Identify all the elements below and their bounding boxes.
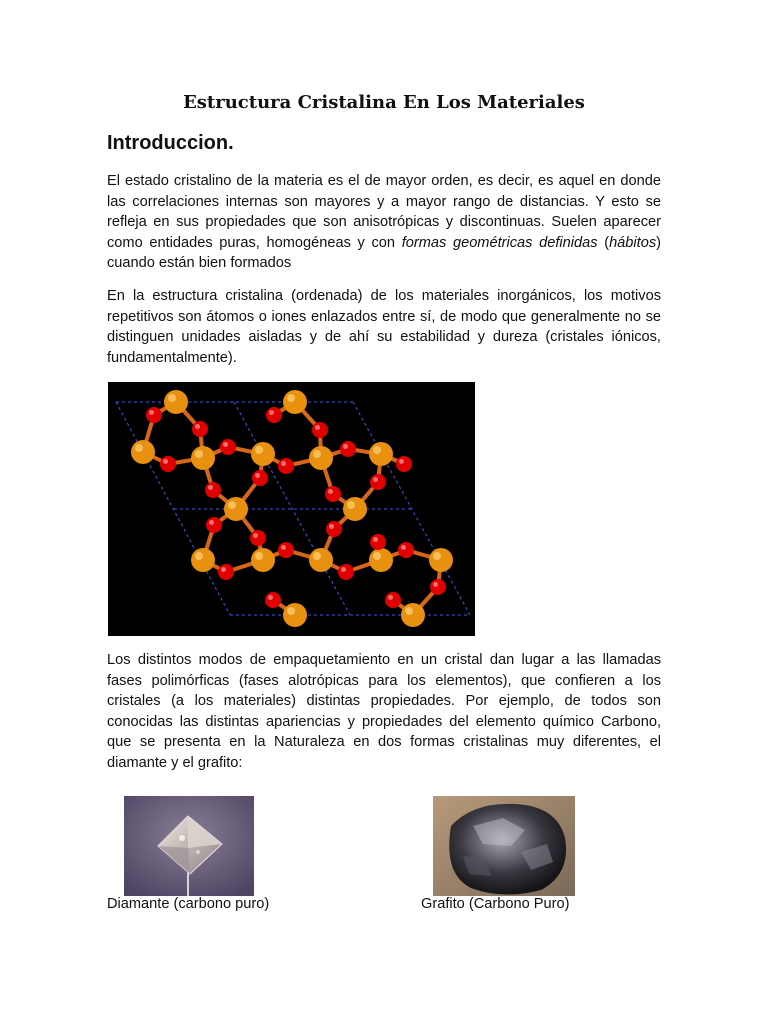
red-atom (160, 456, 176, 472)
red-atom (205, 482, 221, 498)
red-atom (278, 542, 294, 558)
atom-highlight (388, 595, 393, 600)
red-atom (326, 521, 342, 537)
atom-highlight (399, 459, 404, 464)
graphite-photo (433, 796, 575, 896)
atom-highlight (313, 450, 321, 458)
paragraph-intro-text-a: El estado cristalino de la materia es el de mayor orden, es decir, es aquel en donde las correlaciones internas son mayores y a mayor rango de distancias. Y esto se refleja en sus propiedades que son anisotrópicas y discontinuas. Suelen aparecer como entidades puras, homogéneas y con (107, 173, 661, 251)
orange-atom (251, 442, 275, 466)
red-atom (266, 407, 282, 423)
orange-atom (283, 390, 307, 414)
crystal-structure-image (108, 382, 475, 636)
paragraph-intro-text-c: ) cuando están bien formados (107, 234, 661, 271)
atom-highlight (269, 410, 274, 415)
atom-highlight (255, 473, 260, 478)
orange-atom (283, 603, 307, 627)
atom-highlight (255, 446, 263, 454)
atom-highlight (433, 552, 441, 560)
paragraph-intro-emphasis-2: hábitos (609, 234, 657, 251)
atom-highlight (209, 520, 214, 525)
red-atom (338, 564, 354, 580)
orange-atom (343, 497, 367, 521)
red-atom (192, 421, 208, 437)
atom-highlight (328, 489, 333, 494)
diamond-photo (124, 796, 254, 896)
atom-highlight (315, 425, 320, 430)
red-atom (206, 517, 222, 533)
red-atom (265, 592, 281, 608)
diamond-caption: Diamante (carbono puro) (107, 896, 270, 912)
paragraph-intro-text-b: ( (597, 234, 610, 251)
atom-highlight (287, 394, 295, 402)
orange-atom (191, 446, 215, 470)
orange-atom (309, 548, 333, 572)
red-atom (385, 592, 401, 608)
atom-highlight (223, 442, 228, 447)
red-atom (278, 458, 294, 474)
orange-atom (164, 390, 188, 414)
atom-highlight (163, 459, 168, 464)
atom-highlight (373, 552, 381, 560)
red-atom (220, 439, 236, 455)
atom-highlight (255, 552, 263, 560)
red-atom (370, 534, 386, 550)
atom-highlight (228, 501, 236, 509)
atom-highlight (401, 545, 406, 550)
orange-atom (224, 497, 248, 521)
orange-atom (369, 442, 393, 466)
orange-atom (131, 440, 155, 464)
atom-highlight (253, 533, 258, 538)
paragraph-intro (107, 171, 661, 274)
crystal-structure-svg (108, 382, 475, 636)
atom-highlight (373, 446, 381, 454)
atom-highlight (195, 552, 203, 560)
paragraph-structure: En la estructura cristalina (ordenada) de los materiales inorgánicos, los motivos repetitivos son átomos o iones enlazados entre sí, de modo que generalmente no se distinguen unidades aisladas y de ahí su estabilidad y dureza (cristales iónicos, fundamentalmente). (107, 288, 661, 366)
atom-highlight (405, 607, 413, 615)
red-atom (396, 456, 412, 472)
atom-highlight (221, 567, 226, 572)
red-atom (340, 441, 356, 457)
red-atom (430, 579, 446, 595)
red-atom (252, 470, 268, 486)
graphite-caption: Grafito (Carbono Puro) (421, 896, 570, 912)
atom-highlight (373, 477, 378, 482)
atom-highlight (208, 485, 213, 490)
orange-atom (429, 548, 453, 572)
red-atom (250, 530, 266, 546)
section-heading: Introduccion. (107, 132, 234, 154)
graphite-photo-svg (433, 796, 575, 896)
atom-highlight (313, 552, 321, 560)
atom-highlight (341, 567, 346, 572)
document-title: Estructura Cristalina En Los Materiales (183, 92, 585, 113)
atom-highlight (287, 607, 295, 615)
atom-highlight (281, 545, 286, 550)
orange-atom (369, 548, 393, 572)
atom-highlight (373, 537, 378, 542)
red-atom (325, 486, 341, 502)
atom-highlight (329, 524, 334, 529)
paragraph-polymorphism: Los distintos modos de empaquetamiento en un cristal dan lugar a las llamadas fases polimórficas (fases alotrópicas para los elementos), que confieren a los cristales (a los materiales) distintas propiedades. Por ejemplo, de todos son conocidas las distintas apariencias y propiedades del elemento químico Carbono, que se presenta en la Naturaleza en dos formas cristalinas muy diferentes, el diamante y el grafito: (107, 652, 661, 771)
red-atom (398, 542, 414, 558)
orange-atom (309, 446, 333, 470)
atom-highlight (268, 595, 273, 600)
atom-highlight (195, 424, 200, 429)
atom-highlight (195, 450, 203, 458)
atom-highlight (168, 394, 176, 402)
orange-atom (251, 548, 275, 572)
atom-highlight (433, 582, 438, 587)
atom-highlight (135, 444, 143, 452)
orange-atom (191, 548, 215, 572)
unit-cell-line (353, 402, 470, 615)
orange-atom (401, 603, 425, 627)
atom-highlight (347, 501, 355, 509)
atom-highlight (281, 461, 286, 466)
red-atom (370, 474, 386, 490)
red-atom (146, 407, 162, 423)
atom-highlight (343, 444, 348, 449)
paragraph-intro-emphasis-1: formas geométricas definidas (401, 234, 598, 251)
atom-highlight (149, 410, 154, 415)
red-atom (218, 564, 234, 580)
red-atom (312, 422, 328, 438)
diamond-photo-svg (124, 796, 254, 896)
